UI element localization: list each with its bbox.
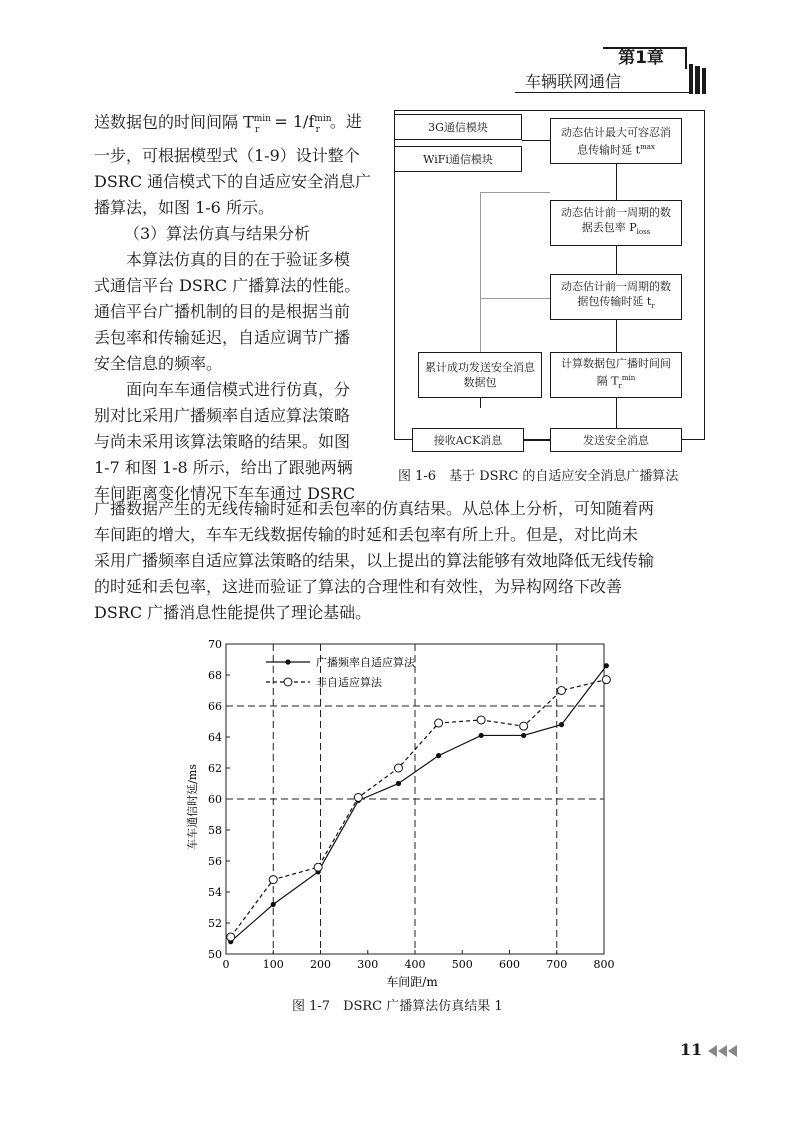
connector-feedback <box>480 298 550 299</box>
box-label-text: 动态估计前一周期的数据包传输时延 t <box>561 280 671 309</box>
box-label-sub: r <box>651 302 655 311</box>
legend-label: 广播频率自适应算法 <box>316 656 415 669</box>
x-tick-label: 500 <box>451 958 473 971</box>
text-run: 送数据包的时间间隔 T <box>94 112 254 132</box>
formula-sub: r <box>315 124 320 135</box>
formula-sub: r <box>254 124 260 135</box>
header-rule <box>515 92 693 93</box>
box-label-text: 动态估计前一周期的数据丢包率 P <box>561 206 671 235</box>
header-mark <box>689 64 693 94</box>
page-number: 11 <box>680 1040 703 1059</box>
box-label <box>557 356 675 394</box>
box-label: 累计成功发送安全消息数据包 <box>425 361 535 389</box>
text-line: 与尚未采用该算法策略的结果。如图 <box>94 431 351 451</box>
box-label <box>557 205 675 240</box>
box-wifi-module <box>394 146 522 172</box>
text-line: 别对比采用广播频率自适应算法策略 <box>94 405 351 425</box>
data-point-series-2 <box>314 863 322 871</box>
data-point-series-1 <box>436 753 441 758</box>
page-arrow-icon <box>728 1045 737 1057</box>
box-label <box>557 125 675 158</box>
y-tick-label: 58 <box>208 824 222 837</box>
data-point-series-2 <box>269 876 277 884</box>
data-point-series-2 <box>435 719 443 727</box>
text-line: 车间距的增大，车车无线数据传输的时延和丢包率有所上升。但是，对比尚未 <box>94 525 639 544</box>
y-tick-label: 60 <box>208 793 222 806</box>
text-column-full <box>94 496 706 626</box>
y-tick-label: 54 <box>208 886 222 899</box>
text-line: DSRC 通信模式下的自适应安全消息广 <box>94 171 372 191</box>
data-point-series-2 <box>557 687 565 695</box>
y-tick-label: 66 <box>208 700 222 713</box>
data-point-series-1 <box>521 733 526 738</box>
connector-feedback <box>480 192 481 352</box>
series-line-1 <box>231 666 607 942</box>
y-tick-label: 62 <box>208 762 222 775</box>
formula-sup: min <box>253 114 271 124</box>
box-label: WiFi通信模块 <box>423 152 493 166</box>
connector <box>480 398 481 408</box>
chart-axes <box>208 638 615 971</box>
chart-legend <box>266 655 416 689</box>
data-point-series-1 <box>559 722 564 727</box>
header-mark <box>695 66 700 94</box>
box-estimate-max-delay <box>550 118 682 164</box>
box-label: 接收ACK消息 <box>433 433 503 447</box>
chapter-title: 车辆联网通信 <box>525 72 622 91</box>
y-tick-label: 68 <box>208 669 222 682</box>
text-line: 通信平台广播机制的目的是根据当前 <box>94 301 351 321</box>
x-tick-label: 0 <box>222 958 230 971</box>
x-tick-label: 200 <box>310 958 331 971</box>
x-axis-label: 车间距/m <box>386 975 438 989</box>
text-line: 车间距离变化情况下车车通过 DSRC <box>94 483 356 503</box>
chapter-label: 第1章 <box>618 48 664 68</box>
text-line: 一步，可根据模型式（1-9）设计整个 <box>94 145 360 165</box>
box-estimate-loss-rate <box>550 200 682 246</box>
connector <box>522 140 550 141</box>
box-label-text: 计算数据包广播时间间隔 T <box>561 357 671 388</box>
header-mark <box>702 68 706 94</box>
y-tick-label: 56 <box>208 855 222 868</box>
x-tick-label: 600 <box>499 958 520 971</box>
figure-line-chart <box>180 632 620 992</box>
box-label-sub: r <box>618 381 622 390</box>
text-line: 本算法仿真的目的在于验证多模 <box>126 249 351 269</box>
text-line <box>94 106 384 143</box>
data-point-series-1 <box>271 902 276 907</box>
data-point-series-2 <box>227 933 235 941</box>
box-3g-module <box>394 114 522 140</box>
data-point-series-2 <box>354 793 362 801</box>
figure-flowchart <box>394 110 705 456</box>
chart-grid <box>226 644 604 954</box>
figure-caption: 图 1-7 DSRC 广播算法仿真结果 1 <box>292 999 503 1014</box>
text-line: 采用广播频率自适应算法策略的结果，以上提出的算法能够有效地降低无线传输 <box>94 551 655 570</box>
legend-marker-1 <box>285 659 290 664</box>
series-line-2 <box>231 680 607 937</box>
data-point-series-2 <box>520 722 528 730</box>
text-line: 播算法，如图 1-6 所示。 <box>94 197 274 217</box>
box-accumulate-sent <box>418 352 542 398</box>
connector <box>524 440 550 441</box>
legend-label: 非自适应算法 <box>316 676 382 689</box>
y-tick-label: 70 <box>208 638 222 651</box>
text-line: 式通信平台 DSRC 广播算法的性能。 <box>94 275 361 295</box>
data-point-series-1 <box>479 733 484 738</box>
data-point-series-2 <box>394 764 402 772</box>
text-line: 面向车车通信模式进行仿真，分 <box>126 379 351 399</box>
data-point-series-1 <box>396 781 401 786</box>
figure-caption: 图 1-6 基于 DSRC 的自适应安全消息广播算法 <box>398 469 679 484</box>
x-tick-label: 800 <box>593 958 615 971</box>
text-run: 。进 <box>329 112 362 132</box>
connector <box>616 164 617 200</box>
text-column-left <box>94 106 384 507</box>
box-send-message <box>550 428 682 452</box>
box-label <box>557 279 675 314</box>
formula-sup: min <box>314 114 332 124</box>
text-line: 1-7 和图 1-8 所示，给出了跟驰两辆 <box>94 457 353 477</box>
page-arrow-icon <box>718 1045 727 1057</box>
x-tick-label: 400 <box>404 958 426 971</box>
chart-series-group <box>227 663 611 944</box>
box-label-sup: max <box>640 142 655 151</box>
box-label-sup: min <box>621 374 636 383</box>
y-tick-label: 64 <box>208 731 222 744</box>
data-point-series-1 <box>604 663 609 668</box>
text-line: 丢包率和传输延迟，自适应调节广播 <box>94 327 351 347</box>
box-label-sub: loss <box>636 228 651 237</box>
box-label: 发送安全消息 <box>583 433 649 447</box>
y-tick-label: 50 <box>208 948 222 961</box>
y-tick-label: 52 <box>208 917 222 930</box>
legend-marker-2 <box>284 678 292 686</box>
connector <box>616 246 617 274</box>
data-point-series-2 <box>477 716 485 724</box>
section-heading: （3）算法仿真与结果分析 <box>124 223 311 243</box>
formula-mid: = 1/f <box>269 112 315 132</box>
x-tick-label: 100 <box>262 958 284 971</box>
text-line: 广播数据产生的无线传输时延和丢包率的仿真结果。从总体上分析，可知随着两 <box>94 499 655 518</box>
page-arrow-icon <box>708 1045 717 1057</box>
box-estimate-packet-delay <box>550 274 682 320</box>
connector-feedback <box>480 192 550 193</box>
box-label-text: 动态估计最大可容忍消息传输时延 t <box>561 125 671 157</box>
connector <box>616 320 617 352</box>
box-compute-interval <box>550 352 682 398</box>
text-line: DSRC 广播消息性能提供了理论基础。 <box>94 603 372 622</box>
x-tick-label: 300 <box>357 958 379 971</box>
data-point-series-2 <box>602 676 610 684</box>
connector <box>616 398 617 428</box>
box-label: 3G通信模块 <box>428 120 488 134</box>
text-line: 的时延和丢包率，这进而验证了算法的合理性和有效性，为异构网络下改善 <box>94 577 623 596</box>
x-tick-label: 700 <box>546 958 568 971</box>
text-line: 安全信息的频率。 <box>94 353 223 373</box>
y-axis-label: 车车通信时延/ms <box>186 764 199 850</box>
box-receive-ack <box>412 428 524 452</box>
